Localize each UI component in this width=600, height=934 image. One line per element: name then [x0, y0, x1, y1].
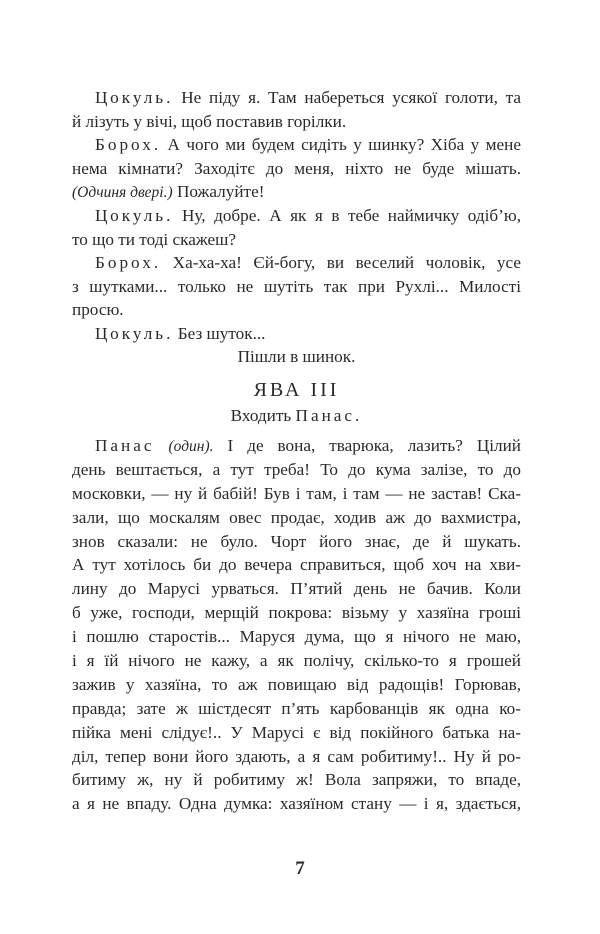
line-text: Пожалуйте!	[172, 182, 265, 202]
text-line	[72, 625, 521, 649]
text-line	[72, 745, 521, 769]
line-text: битиму ж, ну й робитиму ж! Вола запряжи, то впаде,	[72, 770, 521, 790]
text-line	[72, 275, 521, 299]
line-text: і я їй нічого не кажу, а як полічу, скілько-то я грошей	[72, 651, 521, 671]
character-name: Панас.	[295, 406, 363, 425]
scene-entry-prefix: Входить	[230, 406, 296, 425]
text-line	[72, 649, 521, 673]
line-text: зали, що москалям овес продає, ходив аж до вахмистра,	[72, 507, 521, 527]
character-name: Цокуль.	[95, 88, 174, 107]
line-text: Без шуток...	[173, 323, 266, 343]
monologue-paragraph	[72, 434, 521, 816]
line-text: з шутками... только не шутіть так при Рухлі... Милості	[72, 276, 521, 296]
line-text: діл, тепер вони його здають, а я сам робитиму!.. Ну й ро-	[72, 746, 521, 766]
line-text: правда; зате ж шістдесят п’ять карбованців як одна ко-	[72, 698, 521, 718]
text-line	[72, 298, 521, 322]
character-name: Цокуль.	[95, 323, 174, 343]
line-text: день вештається, а тут треба! То до кума залізе, то до	[72, 459, 521, 479]
text-line	[72, 792, 521, 816]
stage-direction-text: Пішли в шинок.	[237, 347, 356, 366]
text-line	[72, 601, 521, 625]
line-text: Ну, добре. А як я в тебе наймичку одіб’ю,	[173, 205, 521, 225]
stage-direction	[72, 345, 521, 369]
character-name: Борох.	[95, 253, 162, 273]
text-line	[72, 322, 521, 346]
text-line	[72, 553, 521, 577]
line-text: просю.	[72, 300, 124, 320]
line-text: нема кімнати? Заходітє до меня, ніхто не буде мішать.	[72, 158, 521, 178]
line-text: то що ти тоді скажеш?	[72, 229, 236, 249]
line-text	[155, 436, 169, 455]
page-number: 7	[295, 858, 305, 879]
line-text: і пошлю старостів... Маруся дума, що я нічого не маю,	[72, 627, 521, 647]
line-text: А чого ми будем сидіть у шинку? Хіба у мене	[161, 135, 521, 155]
text-line	[72, 673, 521, 697]
text-line	[72, 434, 521, 458]
text-line	[72, 768, 521, 792]
stage-remark: (Одчиня двері.)	[72, 184, 173, 202]
line-text: пійка мені слідує!.. У Марусі є від покійного батька на-	[72, 722, 521, 742]
line-text: Не піду я. Там набереться усякої голоти, та	[173, 88, 521, 107]
text-line	[72, 577, 521, 601]
stage-remark: (один).	[168, 438, 214, 455]
scene-entry	[72, 404, 521, 428]
text-line	[72, 86, 521, 110]
line-text: б уже, господи, мерщій покрова: візьму у хазяїна гроші	[72, 603, 521, 623]
line-text: І де вона, тварюка, лазить? Цілий	[213, 436, 521, 455]
line-text: Ха-ха-ха! Єй-богу, ви веселий чоловік, усе	[161, 253, 521, 273]
scene-heading: ЯВА III	[253, 379, 340, 401]
line-text: а я не впаду. Одна думка: хазяїном стану — і я, здається,	[72, 794, 521, 814]
text-line	[72, 721, 521, 745]
text-line	[72, 458, 521, 482]
text-line	[72, 697, 521, 721]
character-name: Борох.	[95, 135, 162, 155]
line-text: А тут хотілось би до вечера справиться, щоб хоч на хви-	[72, 555, 521, 575]
dialogue-block	[72, 86, 521, 346]
line-text: зажив у хазяїна, то аж повищаю від радощів! Горював,	[72, 674, 521, 694]
text-line	[72, 204, 521, 228]
line-text: лину до Марусі урваться. П’ятий день не бачив. Коли	[72, 579, 521, 599]
scene-entry-line	[72, 404, 521, 428]
text-line	[72, 110, 521, 134]
text-line	[72, 506, 521, 530]
text-line	[72, 482, 521, 506]
text-line	[72, 157, 521, 181]
text-line	[72, 228, 521, 252]
text-line	[72, 530, 521, 554]
line-text: знов сказали: не було. Чорт його знає, де й шукать.	[72, 531, 521, 551]
character-name: Цокуль.	[95, 205, 174, 225]
text-line	[72, 180, 521, 204]
text-line	[72, 251, 521, 275]
character-name: Панас	[95, 436, 155, 455]
text-line	[72, 133, 521, 157]
line-text: московки, — ну й бабій! Був і там, і там — не застав! Ска-	[72, 483, 521, 503]
line-text: й лізуть у вічі, щоб поставив горілки.	[72, 111, 347, 131]
